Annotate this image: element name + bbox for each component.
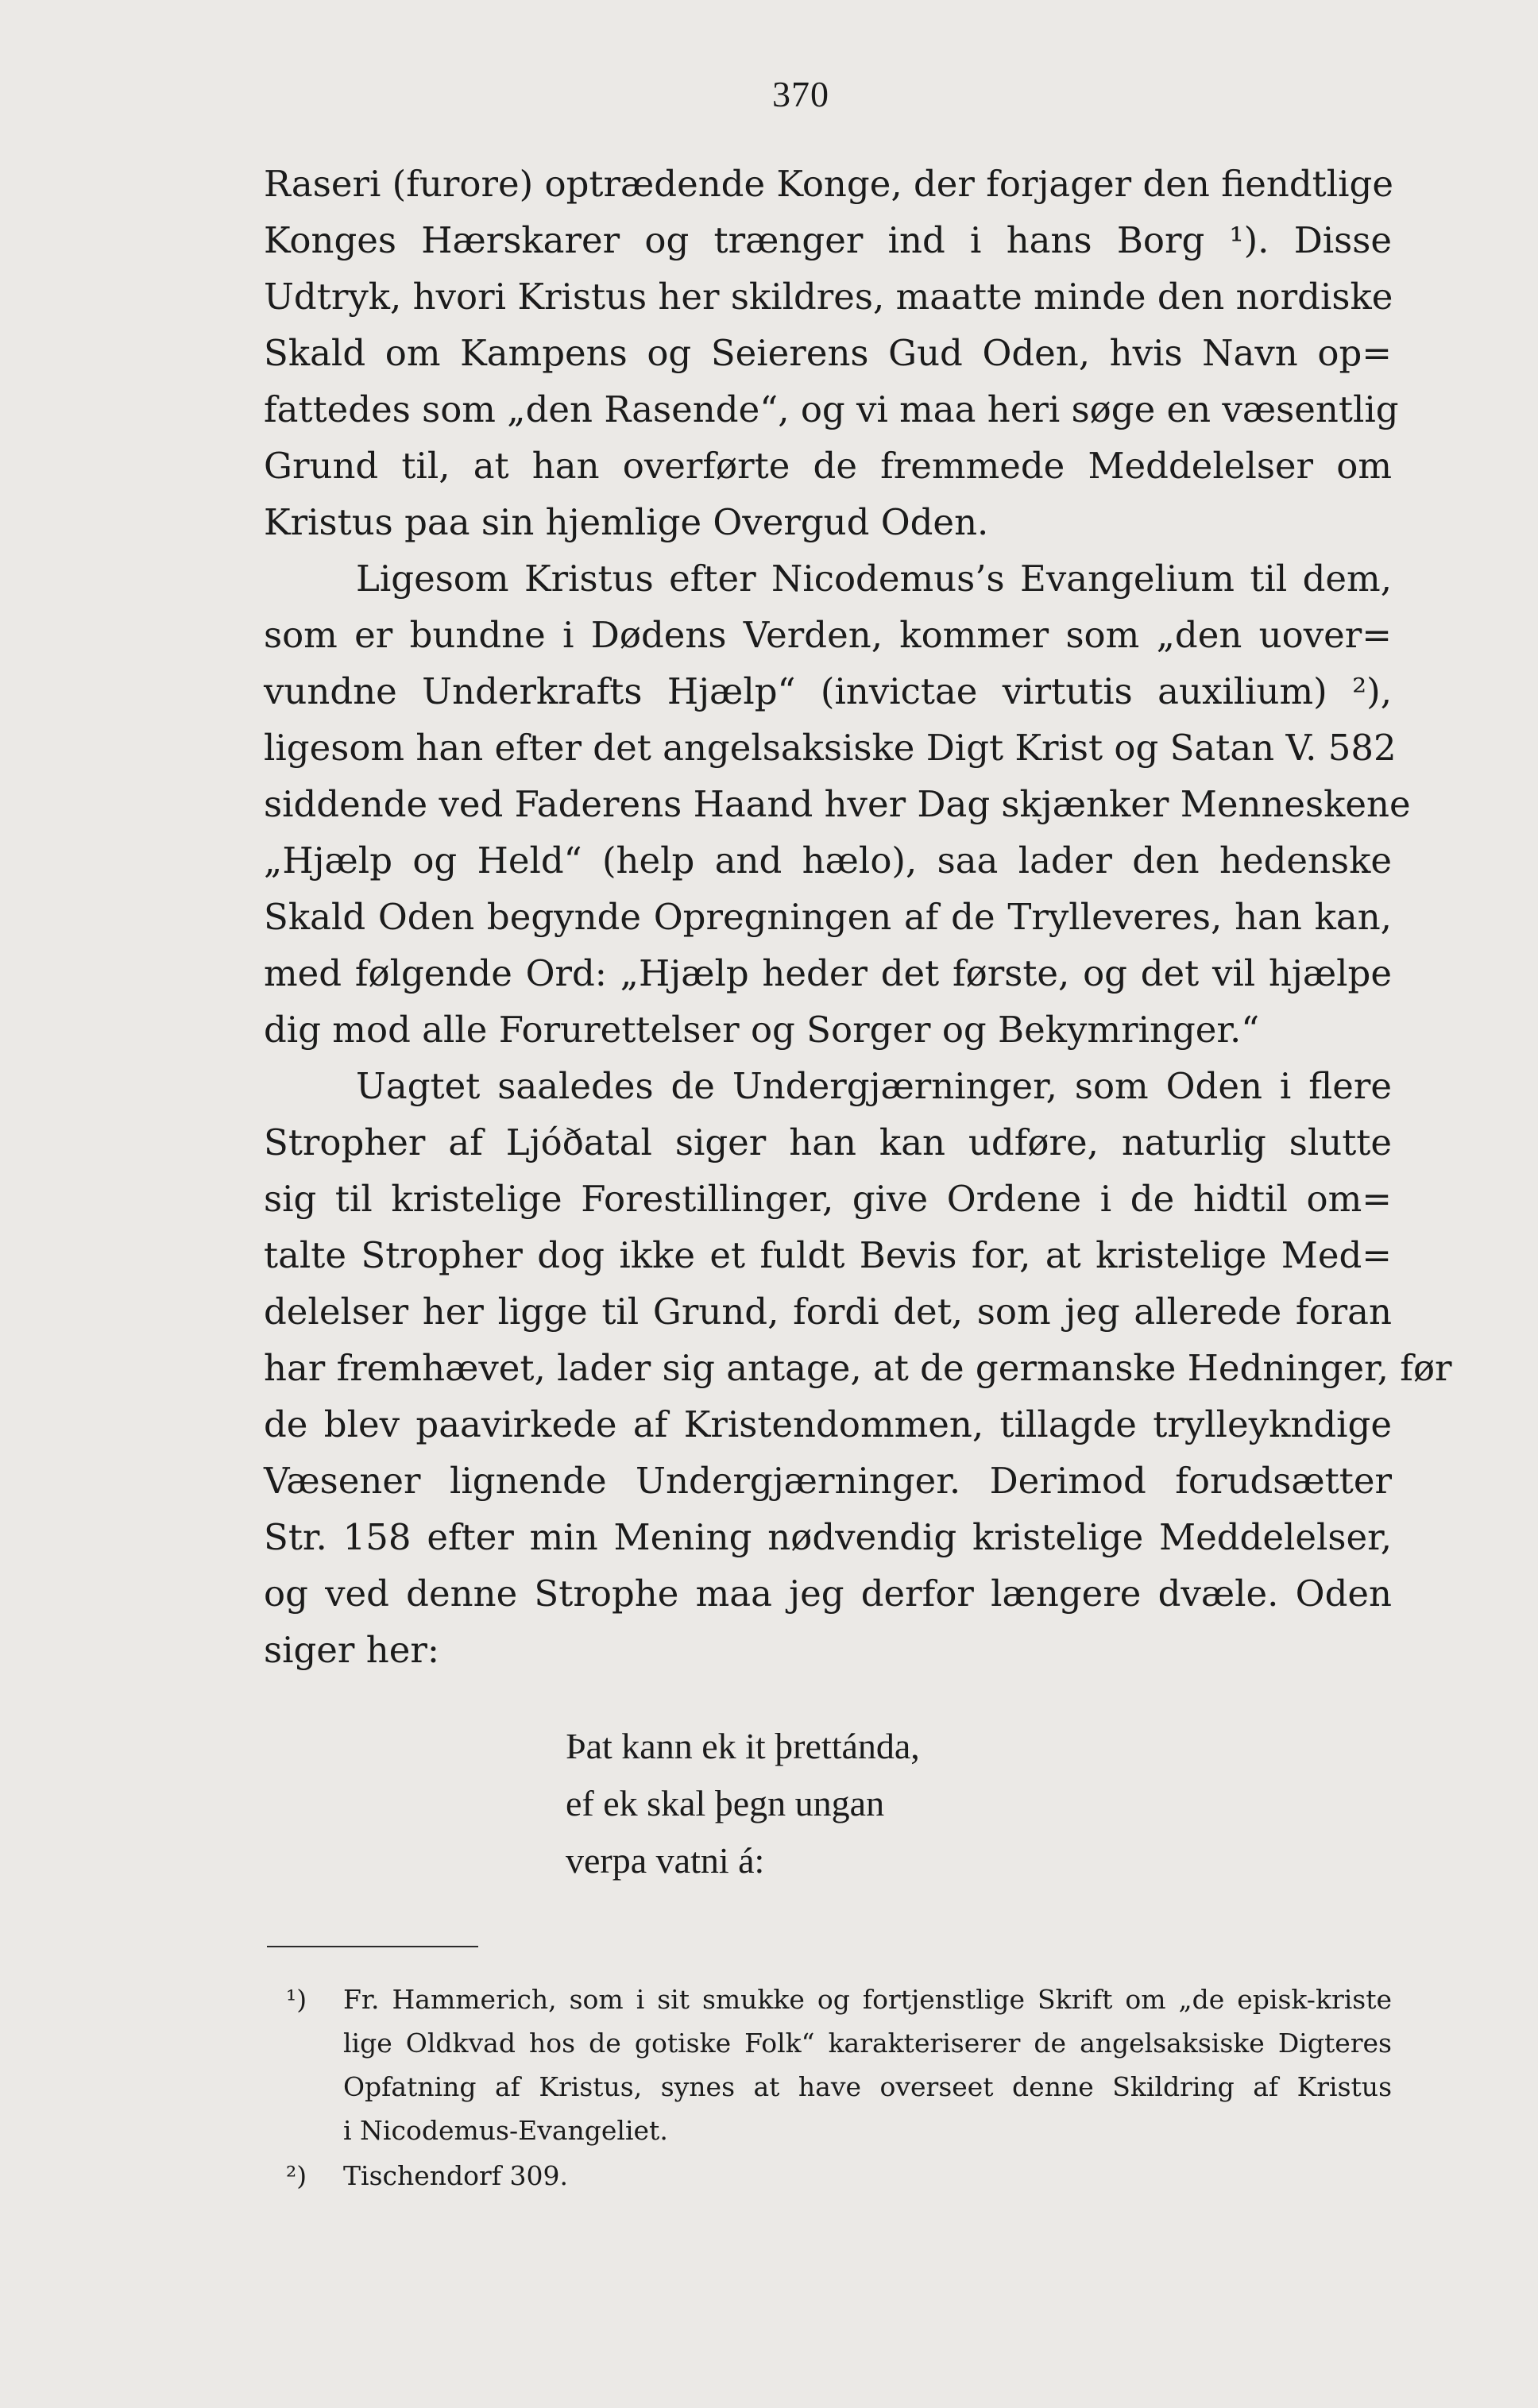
footnotes	[286, 1978, 1392, 2198]
text-line: siddende ved Faderens Haand hver Dag skjænker Menneskene	[264, 783, 1411, 825]
footnote-2	[286, 2154, 1392, 2198]
footnote-marker: ²)	[286, 2160, 307, 2191]
text-line: vundne Underkrafts Hjælp“ (invictae virtutis auxilium) ²),	[264, 670, 1392, 712]
text-line: siger her:	[264, 1629, 440, 1671]
text-line: Udtryk, hvori Kristus her skildres, maatte minde den nordiske	[264, 276, 1393, 318]
text-line: Konges Hærskarer og trænger ind i hans Borg ¹). Disse	[264, 219, 1392, 261]
footnote-line: Opfatning af Kristus, synes at have overseet denne Skildring af Kristus	[343, 2071, 1392, 2102]
text-line: talte Stropher dog ikke et fuldt Bevis for, at kristelige Med=	[264, 1234, 1392, 1276]
text-line: Uagtet saaledes de Undergjærninger, som Oden i flere	[356, 1065, 1392, 1107]
footnote-divider	[267, 1946, 478, 1947]
text-line: Skald Oden begynde Opregningen af de Trylleveres, han kan,	[264, 896, 1392, 938]
verse-line: verpa vatni á:	[566, 1840, 765, 1881]
text-line: Ligesom Kristus efter Nicodemus’s Evangelium til dem,	[356, 558, 1392, 600]
text-line: Væsener lignende Undergjærninger. Derimod forudsætter	[264, 1460, 1392, 1502]
page-number: 370	[772, 74, 829, 114]
footnote-line: Tischendorf 309.	[343, 2160, 568, 2191]
verse-line: Þat kann ek it þrettánda,	[566, 1726, 920, 1766]
text-line: Kristus paa sin hjemlige Overgud Oden.	[264, 501, 989, 543]
text-line: delelser her ligge til Grund, fordi det, som jeg allerede foran	[264, 1291, 1392, 1333]
text-line: som er bundne i Dødens Verden, kommer som „den uover=	[264, 614, 1392, 656]
text-line: Str. 158 efter min Mening nødvendig kristelige Meddelelser,	[264, 1516, 1392, 1558]
text-line: fattedes som „den Rasende“, og vi maa heri søge en væsentlig	[264, 388, 1399, 430]
text-line: sig til kristelige Forestillinger, give Ordene i de hidtil om=	[264, 1178, 1392, 1220]
footnote-marker: ¹)	[286, 1984, 307, 2015]
text-line: har fremhævet, lader sig antage, at de germanske Hedninger, før	[264, 1347, 1452, 1389]
footnote-1	[286, 1978, 1392, 2152]
text-line: „Hjælp og Held“ (help and hælo), saa lader den hedenske	[264, 839, 1392, 882]
text-line: Skald om Kampens og Seierens Gud Oden, hvis Navn op=	[264, 332, 1392, 374]
footnote-line: Fr. Hammerich, som i sit smukke og fortjenstlige Skrift om „de episk-kriste	[343, 1984, 1392, 2015]
text-line: Grund til, at han overførte de fremmede Meddelelser om	[264, 445, 1392, 487]
verse-quotation	[566, 1718, 920, 1889]
verse-line: ef ek skal þegn ungan	[566, 1783, 885, 1823]
text-line: ligesom han efter det angelsaksiske Digt Krist og Satan V. 582	[264, 727, 1397, 769]
text-line: de blev paavirkede af Kristendommen, tillagde trylleykndige	[264, 1403, 1392, 1445]
text-line: og ved denne Strophe maa jeg derfor længere dvæle. Oden	[264, 1573, 1392, 1615]
text-line: med følgende Ord: „Hjælp heder det første, og det vil hjælpe	[264, 952, 1392, 994]
text-line: Stropher af Ljóðatal siger han kan udføre, naturlig slutte	[264, 1121, 1392, 1163]
footnote-line: i Nicodemus-Evangeliet.	[343, 2115, 668, 2146]
text-line: Raseri (furore) optrædende Konge, der forjager den fiendtlige	[264, 163, 1393, 205]
body-text	[264, 156, 1452, 1678]
text-line: dig mod alle Forurettelser og Sorger og Bekymringer.“	[264, 1009, 1260, 1051]
footnote-line: lige Oldkvad hos de gotiske Folk“ karakteriserer de angelsaksiske Digteres	[343, 2028, 1392, 2059]
